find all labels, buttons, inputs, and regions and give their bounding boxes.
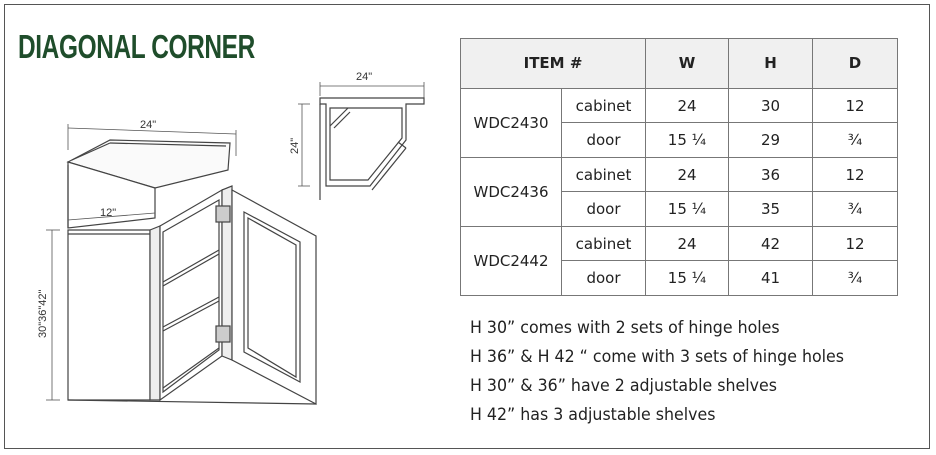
header-item: ITEM # bbox=[461, 39, 646, 89]
depth-value: 12 bbox=[813, 226, 898, 261]
note-item: H 30” & 36” have 2 adjustable shelves bbox=[470, 376, 777, 396]
height-value: 30 bbox=[729, 88, 813, 123]
cabinet-isometric-view bbox=[46, 124, 316, 404]
table-row bbox=[461, 157, 898, 192]
top-view-width-label: 24" bbox=[356, 71, 373, 83]
table-row bbox=[461, 226, 898, 261]
width-value: 15 ¼ bbox=[646, 123, 729, 158]
part-label: cabinet bbox=[562, 88, 646, 123]
width-value: 24 bbox=[646, 157, 729, 192]
height-value: 42 bbox=[729, 226, 813, 261]
part-label: cabinet bbox=[562, 157, 646, 192]
lower-hinge-icon bbox=[216, 326, 230, 342]
header-h: H bbox=[729, 39, 813, 89]
height-value: 29 bbox=[729, 123, 813, 158]
part-label: cabinet bbox=[562, 226, 646, 261]
table-header-row bbox=[461, 39, 898, 89]
height-value: 35 bbox=[729, 192, 813, 227]
item-number: WDC2442 bbox=[461, 226, 562, 295]
height-label: 30"36"42" bbox=[37, 289, 49, 338]
depth-value: ¾ bbox=[813, 261, 898, 296]
note-item: H 42” has 3 adjustable shelves bbox=[470, 405, 716, 425]
note-item: H 36” & H 42 “ come with 3 sets of hinge holes bbox=[470, 347, 845, 367]
depth-value: ¾ bbox=[813, 123, 898, 158]
cabinet-top-view bbox=[298, 82, 424, 200]
table-row bbox=[461, 88, 898, 123]
header-w: W bbox=[646, 39, 729, 89]
width-value: 24 bbox=[646, 226, 729, 261]
part-label: door bbox=[562, 192, 646, 227]
side-width-label: 12" bbox=[100, 207, 117, 219]
width-value: 24 bbox=[646, 88, 729, 123]
width-value: 15 ¼ bbox=[646, 192, 729, 227]
top-view-depth-label: 24" bbox=[289, 137, 301, 154]
header-d: D bbox=[813, 39, 898, 89]
notes-list bbox=[470, 314, 844, 430]
note-item: H 30” comes with 2 sets of hinge holes bbox=[470, 318, 780, 338]
width-value: 15 ¼ bbox=[646, 261, 729, 296]
depth-value: ¾ bbox=[813, 192, 898, 227]
spec-table bbox=[460, 38, 898, 296]
depth-value: 12 bbox=[813, 157, 898, 192]
front-width-label: 24" bbox=[140, 119, 157, 131]
depth-value: 12 bbox=[813, 88, 898, 123]
item-number: WDC2430 bbox=[461, 88, 562, 157]
height-value: 36 bbox=[729, 157, 813, 192]
part-label: door bbox=[562, 123, 646, 158]
item-number: WDC2436 bbox=[461, 157, 562, 226]
page-title: DIAGONAL CORNER bbox=[18, 28, 255, 65]
height-value: 41 bbox=[729, 261, 813, 296]
part-label: door bbox=[562, 261, 646, 296]
upper-hinge-icon bbox=[216, 206, 230, 222]
